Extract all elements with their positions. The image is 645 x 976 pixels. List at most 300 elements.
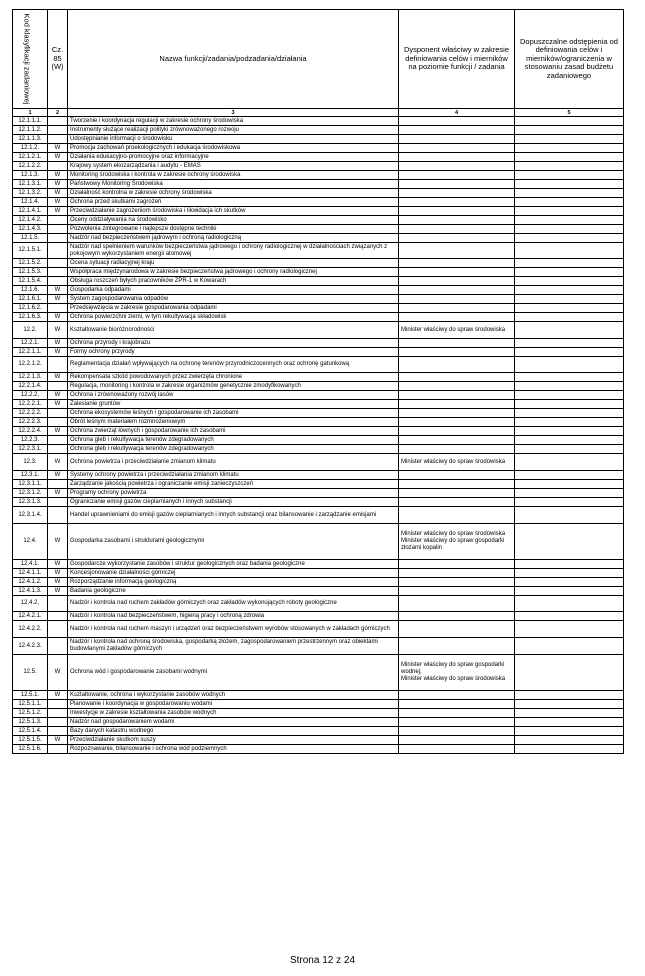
row-disponent: Minister właściwy do spraw środowiska Minister właściwy do spraw gospodarki złożami kopalin [399, 524, 515, 560]
row-exceptions [515, 691, 624, 700]
row-code: 12.1.5.1. [13, 243, 48, 259]
row-code: 12.1.6.3. [13, 313, 48, 322]
table-row [13, 736, 624, 745]
row-part85 [48, 277, 68, 286]
column-number: 5 [515, 109, 624, 117]
row-code: 12.5.1.3. [13, 718, 48, 727]
row-code: 12.1.2. [13, 144, 48, 153]
row-name: Nadzór i kontrola nad ruchem zakładów górniczych oraz zakładów wykonujących roboty geologiczne [68, 596, 399, 612]
table-row [13, 489, 624, 498]
table-row [13, 171, 624, 180]
row-disponent [399, 180, 515, 189]
table-row [13, 126, 624, 135]
column-number: 3 [68, 109, 399, 117]
row-name: Przeciwdziałanie zagrożeniom środowiska i likwidacja ich skutków [68, 207, 399, 216]
row-disponent [399, 427, 515, 436]
row-part85: W [48, 144, 68, 153]
row-name: Nadzór nad spełnieniem warunków bezpieczeństwa jądrowego i ochrony radiologicznej w działalnościach związanych z pokojowym wykorzystaniem energii atomowej [68, 243, 399, 259]
row-disponent [399, 357, 515, 373]
row-disponent [399, 445, 515, 454]
row-part85 [48, 727, 68, 736]
row-disponent: Minister właściwy do spraw środowiska [399, 322, 515, 339]
row-part85: W [48, 524, 68, 560]
row-part85 [48, 135, 68, 144]
row-part85: W [48, 471, 68, 480]
row-part85: W [48, 348, 68, 357]
table-row [13, 135, 624, 144]
row-exceptions [515, 480, 624, 489]
row-part85 [48, 259, 68, 268]
row-exceptions [515, 700, 624, 709]
row-disponent [399, 727, 515, 736]
row-disponent [399, 745, 515, 754]
row-part85: W [48, 489, 68, 498]
row-code: 12.4.1. [13, 560, 48, 569]
row-code: 12.5.1.2. [13, 709, 48, 718]
table-row [13, 153, 624, 162]
row-code: 12.4.1.1. [13, 569, 48, 578]
row-part85 [48, 418, 68, 427]
row-name: Monitoring środowiska i kontrola w zakresie ochrony środowiska [68, 171, 399, 180]
row-disponent [399, 436, 515, 445]
row-disponent [399, 560, 515, 569]
row-disponent [399, 498, 515, 507]
row-part85: W [48, 295, 68, 304]
row-part85 [48, 243, 68, 259]
row-disponent [399, 304, 515, 313]
row-code: 12.1.5.4. [13, 277, 48, 286]
row-disponent [399, 471, 515, 480]
header-exceptions: Dopuszczalne odstępienia od definiowania celów i mierników/ograniczenia w stosowaniu zasad budżetu zadaniowego [515, 10, 624, 109]
row-part85: W [48, 189, 68, 198]
table-row [13, 207, 624, 216]
table-row [13, 144, 624, 153]
row-exceptions [515, 596, 624, 612]
row-exceptions [515, 322, 624, 339]
row-name: Pozwolenia zintegrowane i najlepsze dostępne techniki [68, 225, 399, 234]
row-code: 12.1.1.1. [13, 117, 48, 126]
table-row [13, 727, 624, 736]
row-code: 12.1.4.2. [13, 216, 48, 225]
row-name: Nadzór nad bezpieczeństwem jądrowym i ochroną radiologiczną [68, 234, 399, 243]
row-name: Systemy ochrony powietrza i przeciwdziałania zmianom klimatu [68, 471, 399, 480]
row-code: 12.1.2.1. [13, 153, 48, 162]
table-row [13, 357, 624, 373]
row-name: Ochrona przyrody i krajobrazu [68, 339, 399, 348]
row-name: Gospodarka odpadami [68, 286, 399, 295]
row-name: Ochrona i zrównoważony rozwój lasów [68, 391, 399, 400]
row-disponent [399, 259, 515, 268]
row-disponent [399, 295, 515, 304]
column-number: 1 [13, 109, 48, 117]
row-name: Koncesjonowanie działalności górniczej [68, 569, 399, 578]
row-exceptions [515, 117, 624, 126]
row-code: 12.4.1.2. [13, 578, 48, 587]
row-exceptions [515, 348, 624, 357]
row-exceptions [515, 277, 624, 286]
row-name: Promocja zachowań proekologicznych i edukacja środowiskowa [68, 144, 399, 153]
row-exceptions [515, 268, 624, 277]
row-code: 12.3.1.2. [13, 489, 48, 498]
row-exceptions [515, 286, 624, 295]
row-name: Nadzór nad gospodarowaniem wodami [68, 718, 399, 727]
row-code: 12.1.3.1. [13, 180, 48, 189]
row-part85 [48, 612, 68, 621]
row-name: Współpraca międzynarodowa w zakresie bezpieczeństwa jądrowego i ochrony radiologicznej [68, 268, 399, 277]
row-code: 12.1.6.2. [13, 304, 48, 313]
row-exceptions [515, 427, 624, 436]
row-exceptions [515, 638, 624, 655]
table-row [13, 718, 624, 727]
row-exceptions [515, 382, 624, 391]
row-disponent [399, 198, 515, 207]
row-code: 12.2.1.2. [13, 357, 48, 373]
row-exceptions [515, 587, 624, 596]
row-code: 12.4.2.3. [13, 638, 48, 655]
table-row [13, 745, 624, 754]
row-disponent [399, 339, 515, 348]
row-part85: W [48, 373, 68, 382]
row-exceptions [515, 339, 624, 348]
row-code: 12.1.1.2. [13, 126, 48, 135]
row-code: 12.5.1.1. [13, 700, 48, 709]
row-exceptions [515, 234, 624, 243]
header-row [13, 10, 624, 109]
row-code: 12.5.1.5. [13, 736, 48, 745]
table-row [13, 596, 624, 612]
row-part85: W [48, 171, 68, 180]
row-part85: W [48, 198, 68, 207]
row-code: 12.1.4.1. [13, 207, 48, 216]
row-name: Nadzór i kontrola nad ruchem maszyn i urządzeń oraz bezpieczeństwem wyrobów stosowanych w zakładach górniczych [68, 621, 399, 638]
row-code: 12.4.2. [13, 596, 48, 612]
row-part85: W [48, 569, 68, 578]
row-disponent [399, 162, 515, 171]
row-code: 12.2.2. [13, 391, 48, 400]
row-disponent [399, 587, 515, 596]
row-disponent [399, 507, 515, 524]
table-row [13, 427, 624, 436]
row-code: 12.1.3.2. [13, 189, 48, 198]
row-part85 [48, 718, 68, 727]
row-name: Rekompensata szkód powodowanych przez zwierzęta chronione [68, 373, 399, 382]
table-row [13, 373, 624, 382]
row-exceptions [515, 144, 624, 153]
row-part85 [48, 445, 68, 454]
table-row [13, 243, 624, 259]
row-exceptions [515, 189, 624, 198]
row-disponent [399, 189, 515, 198]
row-disponent [399, 718, 515, 727]
row-name: Rozporządzanie informacją geologiczną [68, 578, 399, 587]
row-name: Obrót leśnym materiałem rozmnożeniowym [68, 418, 399, 427]
row-part85 [48, 409, 68, 418]
row-disponent [399, 691, 515, 700]
row-code: 12.4.1.3. [13, 587, 48, 596]
row-part85 [48, 126, 68, 135]
table-row [13, 578, 624, 587]
row-name: Ochrona przed skutkami zagrożeń [68, 198, 399, 207]
row-name: Nadzór i kontrola nad bezpieczeństwem, higieną pracy i ochroną zdrowia [68, 612, 399, 621]
header-part85: Cz. 85 (W) [48, 10, 68, 109]
row-part85 [48, 638, 68, 655]
row-exceptions [515, 216, 624, 225]
row-code: 12.3. [13, 454, 48, 471]
row-exceptions [515, 655, 624, 691]
row-part85: W [48, 322, 68, 339]
header-name: Nazwa funkcji/zadania/podzadania/działania [68, 10, 399, 109]
table-row [13, 268, 624, 277]
row-code: 12.5.1. [13, 691, 48, 700]
table-row [13, 655, 624, 691]
row-part85 [48, 216, 68, 225]
row-part85: W [48, 454, 68, 471]
row-exceptions [515, 418, 624, 427]
row-code: 12.3.1.3. [13, 498, 48, 507]
row-exceptions [515, 621, 624, 638]
row-exceptions [515, 612, 624, 621]
row-part85: W [48, 427, 68, 436]
row-name: Ochrona ekosystemów leśnych i gospodarowanie ich zasobami [68, 409, 399, 418]
row-part85 [48, 117, 68, 126]
row-code: 12.2.2.2. [13, 409, 48, 418]
table-row [13, 638, 624, 655]
row-exceptions [515, 304, 624, 313]
row-disponent [399, 736, 515, 745]
row-disponent [399, 117, 515, 126]
row-part85 [48, 225, 68, 234]
row-name: Ochrona zwierząt łownych i gospodarowanie ich zasobami [68, 427, 399, 436]
row-disponent [399, 234, 515, 243]
row-part85 [48, 162, 68, 171]
header-code: Kod klasyfikacji zadaniowej [13, 10, 48, 109]
row-part85 [48, 268, 68, 277]
row-code: 12.2.1.4. [13, 382, 48, 391]
row-part85: W [48, 691, 68, 700]
row-code: 12.1.6. [13, 286, 48, 295]
row-name: Zarządzanie jakością powietrza i ograniczanie emisji zanieczyszczeń [68, 480, 399, 489]
row-name: Krajowy system ekozarządzania i audytu - EMAS [68, 162, 399, 171]
row-name: Obsługa roszczeń byłych pracowników ZPR-1 w Kowarach [68, 277, 399, 286]
row-exceptions [515, 436, 624, 445]
row-code: 12.3.1. [13, 471, 48, 480]
row-code: 12.2.2.3. [13, 418, 48, 427]
row-disponent [399, 243, 515, 259]
table-row [13, 198, 624, 207]
row-disponent: Minister właściwy do spraw gospodarki wodnej; Minister właściwy do spraw środowiska [399, 655, 515, 691]
row-part85: W [48, 655, 68, 691]
row-exceptions [515, 135, 624, 144]
row-exceptions [515, 489, 624, 498]
row-disponent [399, 418, 515, 427]
table-row [13, 180, 624, 189]
table-row [13, 322, 624, 339]
row-exceptions [515, 498, 624, 507]
table-row [13, 286, 624, 295]
row-disponent [399, 391, 515, 400]
table-row [13, 709, 624, 718]
table-row [13, 418, 624, 427]
row-name: Działalność kontrolna w zakresie ochrony środowiska [68, 189, 399, 198]
table-row [13, 587, 624, 596]
row-name: Bazy danych katastru wodnego [68, 727, 399, 736]
table-row [13, 480, 624, 489]
row-name: Nadzór i kontrola nad ochroną środowiska, gospodarką złożem, zagospodarowaniem przestrzennym oraz obiektami budowlanymi zakładów górniczych [68, 638, 399, 655]
row-part85: W [48, 313, 68, 322]
row-disponent [399, 596, 515, 612]
row-part85 [48, 382, 68, 391]
row-name: Ochrona powietrza i przeciwdziałanie zmianom klimatu [68, 454, 399, 471]
row-part85 [48, 507, 68, 524]
row-code: 12.5.1.4. [13, 727, 48, 736]
row-code: 12.5.1.6. [13, 745, 48, 754]
column-number: 2 [48, 109, 68, 117]
table-row [13, 436, 624, 445]
row-part85: W [48, 339, 68, 348]
row-code: 12.2.1. [13, 339, 48, 348]
table-row [13, 700, 624, 709]
row-disponent [399, 373, 515, 382]
row-disponent [399, 569, 515, 578]
table-row [13, 225, 624, 234]
row-part85 [48, 480, 68, 489]
row-part85: W [48, 391, 68, 400]
row-code: 12.1.3. [13, 171, 48, 180]
row-exceptions [515, 578, 624, 587]
row-exceptions [515, 153, 624, 162]
row-disponent [399, 382, 515, 391]
column-number-row [13, 109, 624, 117]
table-row [13, 691, 624, 700]
row-name: Formy ochrony przyrody [68, 348, 399, 357]
row-part85 [48, 709, 68, 718]
row-name: Inwestycje w zakresie kształtowania zasobów wodnych [68, 709, 399, 718]
row-exceptions [515, 180, 624, 189]
row-exceptions [515, 225, 624, 234]
row-exceptions [515, 718, 624, 727]
row-code: 12.1.5.3. [13, 268, 48, 277]
row-name: Ograniczanie emisji gazów cieplarnianych i innych substancji [68, 498, 399, 507]
row-name: Działania edukacyjno-promocyjne oraz informacyjne [68, 153, 399, 162]
row-exceptions [515, 126, 624, 135]
row-part85: W [48, 180, 68, 189]
row-exceptions [515, 259, 624, 268]
row-disponent [399, 153, 515, 162]
row-exceptions [515, 162, 624, 171]
row-exceptions [515, 171, 624, 180]
table-row [13, 382, 624, 391]
row-disponent [399, 268, 515, 277]
row-part85 [48, 621, 68, 638]
row-part85: W [48, 286, 68, 295]
row-disponent [399, 216, 515, 225]
row-part85: W [48, 578, 68, 587]
row-disponent: Minister właściwy do spraw środowiska [399, 454, 515, 471]
table-row [13, 234, 624, 243]
row-name: Handel uprawnieniami do emisji gazów cieplarnianych i innych substancji oraz bilansowanie i zarządzanie emisjami [68, 507, 399, 524]
row-part85: W [48, 587, 68, 596]
row-code: 12.1.5.2. [13, 259, 48, 268]
row-part85 [48, 498, 68, 507]
header-disponent: Dysponent właściwy w zakresie definiowania celów i mierników na poziomie funkcji / zadania [399, 10, 515, 109]
row-part85 [48, 596, 68, 612]
table-row [13, 445, 624, 454]
row-exceptions [515, 313, 624, 322]
row-code: 12.1.4. [13, 198, 48, 207]
row-exceptions [515, 243, 624, 259]
row-name: Gospodarka zasobami i strukturami geologicznymi [68, 524, 399, 560]
row-exceptions [515, 569, 624, 578]
row-code: 12.2.2.1. [13, 400, 48, 409]
table-row [13, 612, 624, 621]
row-code: 12.1.1.3. [13, 135, 48, 144]
table-row [13, 409, 624, 418]
row-part85 [48, 234, 68, 243]
row-name: Kształtowanie bioróżnorodności [68, 322, 399, 339]
row-code: 12.2.1.3. [13, 373, 48, 382]
row-exceptions [515, 198, 624, 207]
row-name: Ocena sytuacji radiacyjnej kraju [68, 259, 399, 268]
row-part85: W [48, 153, 68, 162]
row-name: Gospodarcze wykorzystanie zasobów i struktur geologicznych oraz badania geologiczne [68, 560, 399, 569]
classification-table [12, 9, 624, 754]
table-row [13, 339, 624, 348]
table-row [13, 189, 624, 198]
table-row [13, 560, 624, 569]
table-row [13, 454, 624, 471]
row-code: 12.1.5. [13, 234, 48, 243]
row-exceptions [515, 745, 624, 754]
row-part85 [48, 436, 68, 445]
row-exceptions [515, 524, 624, 560]
row-name: Reglamentacja działań wpływających na ochronę terenów przyrodniczocennych oraz ochronę gatunkową [68, 357, 399, 373]
row-name: Przedsięwzięcia w zakresie gospodarowania odpadami [68, 304, 399, 313]
table-row [13, 348, 624, 357]
row-name: Ochrona wód i gospodarowanie zasobami wodnymi [68, 655, 399, 691]
row-exceptions [515, 471, 624, 480]
row-name: Regulacja, monitoring i kontrola w zakresie organizmów genetycznie zmodyfikowanych [68, 382, 399, 391]
row-name: Programy ochrony powietrza [68, 489, 399, 498]
row-part85: W [48, 736, 68, 745]
row-disponent [399, 638, 515, 655]
row-exceptions [515, 409, 624, 418]
row-part85: W [48, 207, 68, 216]
row-code: 12.2.1.1. [13, 348, 48, 357]
table-row [13, 507, 624, 524]
table-row [13, 313, 624, 322]
row-disponent [399, 286, 515, 295]
row-code: 12.4.2.2. [13, 621, 48, 638]
row-disponent [399, 700, 515, 709]
row-name: Ochrona powierzchni ziemi, w tym rekultywacja składowisk [68, 313, 399, 322]
table-row [13, 524, 624, 560]
row-disponent [399, 709, 515, 718]
row-disponent [399, 578, 515, 587]
row-code: 12.3.1.4. [13, 507, 48, 524]
row-disponent [399, 126, 515, 135]
row-name: Tworzenie i koordynacja regulacji w zakresie ochrony środowiska [68, 117, 399, 126]
table-row [13, 277, 624, 286]
row-part85: W [48, 560, 68, 569]
table-row [13, 569, 624, 578]
row-name: Kształtowanie, ochrona i wykorzystanie zasobów wodnych [68, 691, 399, 700]
row-part85: W [48, 400, 68, 409]
row-disponent [399, 144, 515, 153]
row-disponent [399, 225, 515, 234]
table-body [13, 117, 624, 754]
row-name: Ochrona gleb i rekultywacja terenów zdegradowanych [68, 436, 399, 445]
row-exceptions [515, 709, 624, 718]
